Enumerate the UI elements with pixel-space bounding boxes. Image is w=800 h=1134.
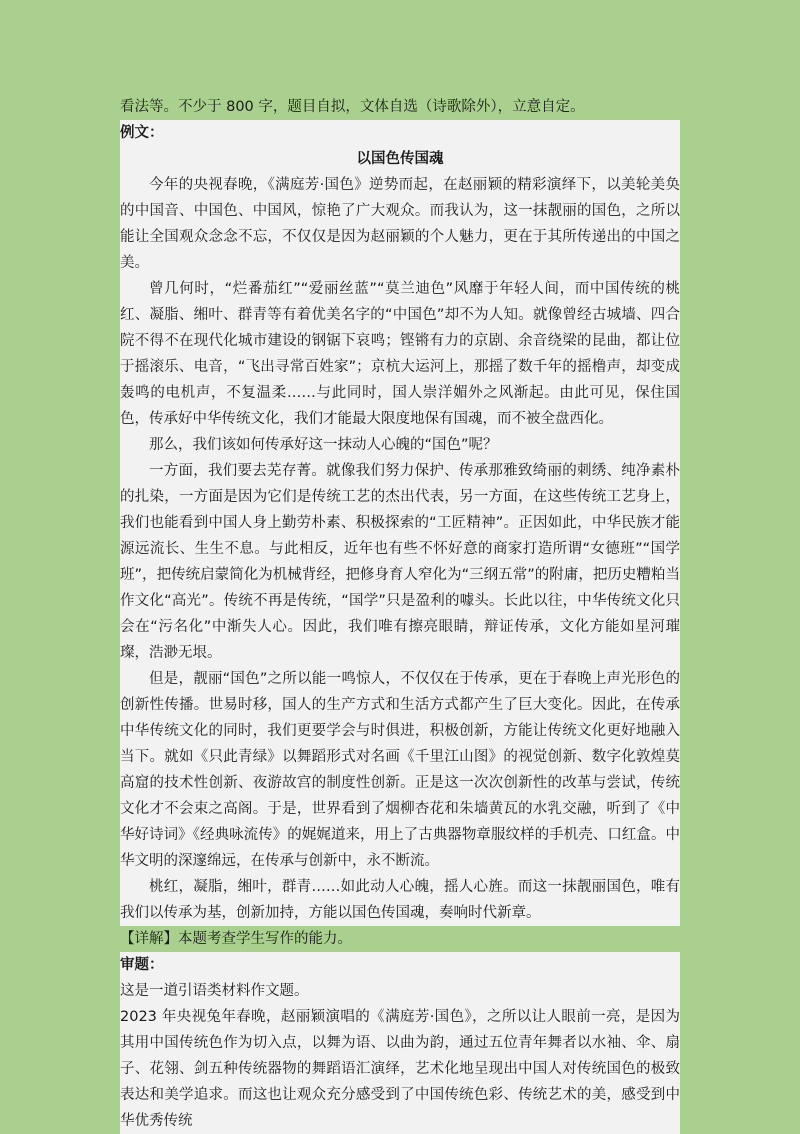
essay-paragraph: 一方面，我们要去芜存菁。就像我们努力保护、传承那雅致绮丽的刺绣、纯净素朴的扎染，一方面是因为它们是传统工艺的杰出代表，另一方面，在这些传统工艺身上，我们也能看到中国人身上勤劳朴素、积极探索的“工匠精神”。正因如此，中华民族才能源远流长、生生不息。与此相反，近年也有些不怀好意的商家打造所谓“女德班”“国学班”，把传统启蒙简化为机械背经，把修身育人窄化为“三纲五常”的附庸，把历史糟粕当作文化“高光”。传统不再是传统，“国学”只是盈利的噱头。长此以往，中华传统文化只会在“污名化”中渐失人心。因此，我们唯有擦亮眼睛，辩证传承，文化方能如星河璀璨，浩渺无垠。 xyxy=(120,463,680,661)
shenti-line: 这是一道引语类材料作文题。 xyxy=(120,983,309,999)
essay-paragraph: 今年的央视春晚，《满庭芳·国色》逆势而起，在赵丽颖的精彩演绎下，以美轮美奂的中国音、中国色、中国风，惊艳了广大观众。而我认为，这一抹靓丽的国色，之所以能让全国观众念念不忘，不仅仅是因为赵丽颖的个人魅力，更在于其所传递出的中国之美。 xyxy=(120,177,680,271)
example-panel xyxy=(120,120,680,926)
document-page xyxy=(120,94,680,1134)
intro-line: 看法等。不少于 800 字，题目自拟，文体自选（诗歌除外），立意自定。 xyxy=(120,99,585,115)
essay-paragraph: 但是，靓丽“国色”之所以能一鸣惊人，不仅仅在于传承，更在于春晚上声光形色的创新性传播。世易时移，国人的生产方式和生活方式都产生了巨大变化。因此，在传承中华传统文化的同时，我们更要学会与时俱进，积极创新，方能让传统文化更好地融入当下。就如《只此青绿》以舞蹈形式对名画《千里江山图》的视觉创新、数字化敦煌莫高窟的技术性创新、夜游故宫的制度性创新。正是这一次次创新性的改革与尝试，传统文化才不会束之高阁。于是，世界看到了烟柳杏花和朱墙黄瓦的水乳交融，听到了《中华好诗词》《经典咏流传》的娓娓道来，用上了古典器物章服纹样的手机壳、口红盒。中华文明的深邃绵远，在传承与创新中，永不断流。 xyxy=(120,671,680,869)
example-label: 例文： xyxy=(120,125,164,141)
shenti-paragraph: 2023 年央视兔年春晚，赵丽颖演唱的《满庭芳·国色》，之所以让人眼前一亮，是因为其用中国传统色作为切入点，以舞为语、以曲为韵，通过五位青年舞者以水袖、伞、扇子、花翎、剑五种传统器物的舞蹈语汇演绎，艺术化地呈现出中国人对传统国色的极致表达和美学追求。而这也让观众充分感受到了中国传统色彩、传统艺术的美，感受到中华优秀传统 xyxy=(120,1009,680,1129)
shenti-label: 审题： xyxy=(120,957,164,973)
shenti-panel xyxy=(120,952,680,1134)
essay-paragraph: 曾几何时，“烂番茄红”“爱丽丝蓝”“莫兰迪色”风靡于年轻人间，而中国传统的桃红、凝脂、缃叶、群青等有着优美名字的“中国色”却不为人知。就像曾经古城墙、四合院不得不在现代化城市建设的钢锯下哀鸣；铿锵有力的京剧、余音绕梁的昆曲，都让位于摇滚乐、电音，“飞出寻常百姓家”；京杭大运河上，那摇了数千年的摇橹声，却变成轰鸣的电机声，不复温柔……与此同时，国人崇洋媚外之风渐起。由此可见，保住国色，传承好中华传统文化，我们才能最大限度地保有国魂，而不被全盘西化。 xyxy=(120,281,680,427)
essay-paragraph: 那么，我们该如何传承好这一抹动人心魄的“国色”呢？ xyxy=(149,437,498,453)
detail-line: 【详解】本题考查学生写作的能力。 xyxy=(120,931,352,947)
essay-paragraph: 桃红，凝脂，缃叶，群青……如此动人心魄，摇人心旌。而这一抹靓丽国色，唯有我们以传承为基，创新加持，方能以国色传国魂，奏响时代新章。 xyxy=(120,879,680,921)
essay-title: 以国色传国魂 xyxy=(356,151,444,167)
